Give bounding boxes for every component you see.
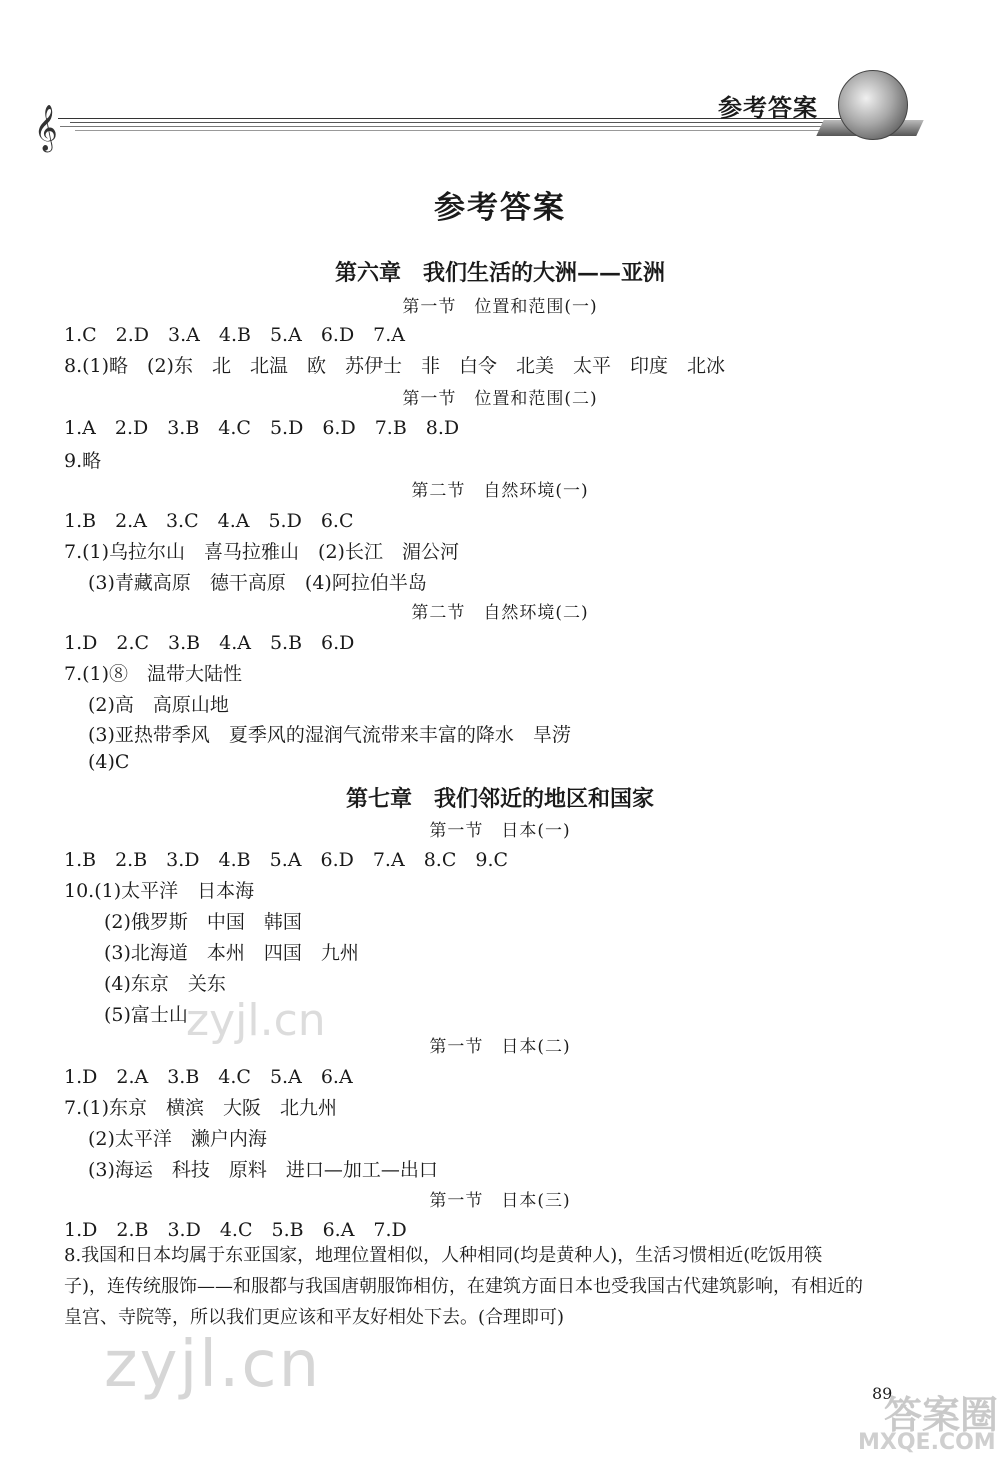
answer-line: (4)东京 关东 — [104, 973, 226, 995]
page-number: 89 — [872, 1384, 893, 1403]
answer-line: (5)富士山 — [104, 1004, 188, 1026]
answer-line: 7.(1)⑧ 温带大陆性 — [64, 663, 243, 685]
answer-line: (2)太平洋 濑户内海 — [88, 1128, 267, 1150]
answer-line: 1.B 2.A 3.C 4.A 5.D 6.C — [64, 510, 354, 532]
section-heading: 第二节 自然环境(一) — [411, 481, 589, 501]
answer-line: (2)高 高原山地 — [88, 694, 229, 716]
section-heading: 第一节 位置和范围(二) — [402, 389, 598, 409]
chapter-heading: 第七章 我们邻近的地区和国家 — [345, 786, 654, 812]
answer-line: 7.(1)乌拉尔山 喜马拉雅山 (2)长江 湄公河 — [64, 541, 459, 563]
answer-line: (3)北海道 本州 四国 九州 — [104, 942, 359, 964]
header-rule — [75, 130, 845, 131]
answer-line: 1.C 2.D 3.A 4.B 5.A 6.D 7.A — [64, 324, 406, 346]
watermark-logo: 答案圈 — [884, 1393, 999, 1437]
answer-line: 1.D 2.B 3.D 4.C 5.B 6.A 7.D — [64, 1219, 407, 1241]
section-heading: 第一节 位置和范围(一) — [402, 297, 598, 317]
section-heading: 第二节 自然环境(二) — [411, 603, 589, 623]
answer-line: (3)海运 科技 原料 进口—加工—出口 — [88, 1159, 438, 1181]
answer-line: (3)亚热带季风 夏季风的湿润气流带来丰富的降水 旱涝 — [88, 724, 571, 746]
answer-line: 1.A 2.D 3.B 4.C 5.D 6.D 7.B 8.D — [64, 417, 460, 439]
globe-icon — [838, 70, 908, 140]
answer-paragraph-text: 8.我国和日本均属于东亚国家，地理位置相似，人种相同(均是黄种人)，生活习惯相近(吃饭用筷子)，连传统服饰——和服都与我国唐朝服饰相仿，在建筑方面日本也受我国古代建筑影响，有相近的皇宫、寺院等，所以我们更应该和平友好相处下去。(合理即可) — [64, 1245, 864, 1328]
answer-line: 8.(1)略 (2)东 北 北温 欧 苏伊士 非 白令 北美 太平 印度 北冰 — [64, 355, 725, 377]
answer-line: 1.D 2.A 3.B 4.C 5.A 6.A — [64, 1066, 353, 1088]
watermark-text: zyjl.cn — [186, 995, 326, 1046]
answer-line: 9.略 — [64, 450, 102, 472]
answer-line: (3)青藏高原 德干高原 (4)阿拉伯半岛 — [88, 572, 427, 594]
header-rule — [60, 126, 845, 127]
music-clef-icon: 𝄞 — [34, 105, 58, 151]
section-heading: 第一节 日本(二) — [429, 1037, 571, 1057]
answer-line: 1.B 2.B 3.D 4.B 5.A 6.D 7.A 8.C 9.C — [64, 849, 509, 871]
page-title: 参考答案 — [434, 190, 566, 226]
answer-line: 7.(1)东京 横滨 大阪 北九州 — [64, 1097, 338, 1119]
running-header-title: 参考答案 — [718, 93, 818, 122]
answer-line: (2)俄罗斯 中国 韩国 — [104, 911, 302, 933]
answer-paragraph — [64, 1240, 864, 1333]
answer-line: 10.(1)太平洋 日本海 — [64, 880, 255, 902]
watermark-text: zyjl.cn — [104, 1328, 322, 1402]
answer-line: 1.D 2.C 3.B 4.A 5.B 6.D — [64, 632, 355, 654]
watermark-url: MXQE.COM — [858, 1430, 996, 1455]
section-heading: 第一节 日本(三) — [429, 1191, 571, 1211]
section-heading: 第一节 日本(一) — [429, 821, 571, 841]
answer-line: (4)C — [88, 751, 130, 773]
chapter-heading: 第六章 我们生活的大洲——亚洲 — [334, 260, 665, 286]
